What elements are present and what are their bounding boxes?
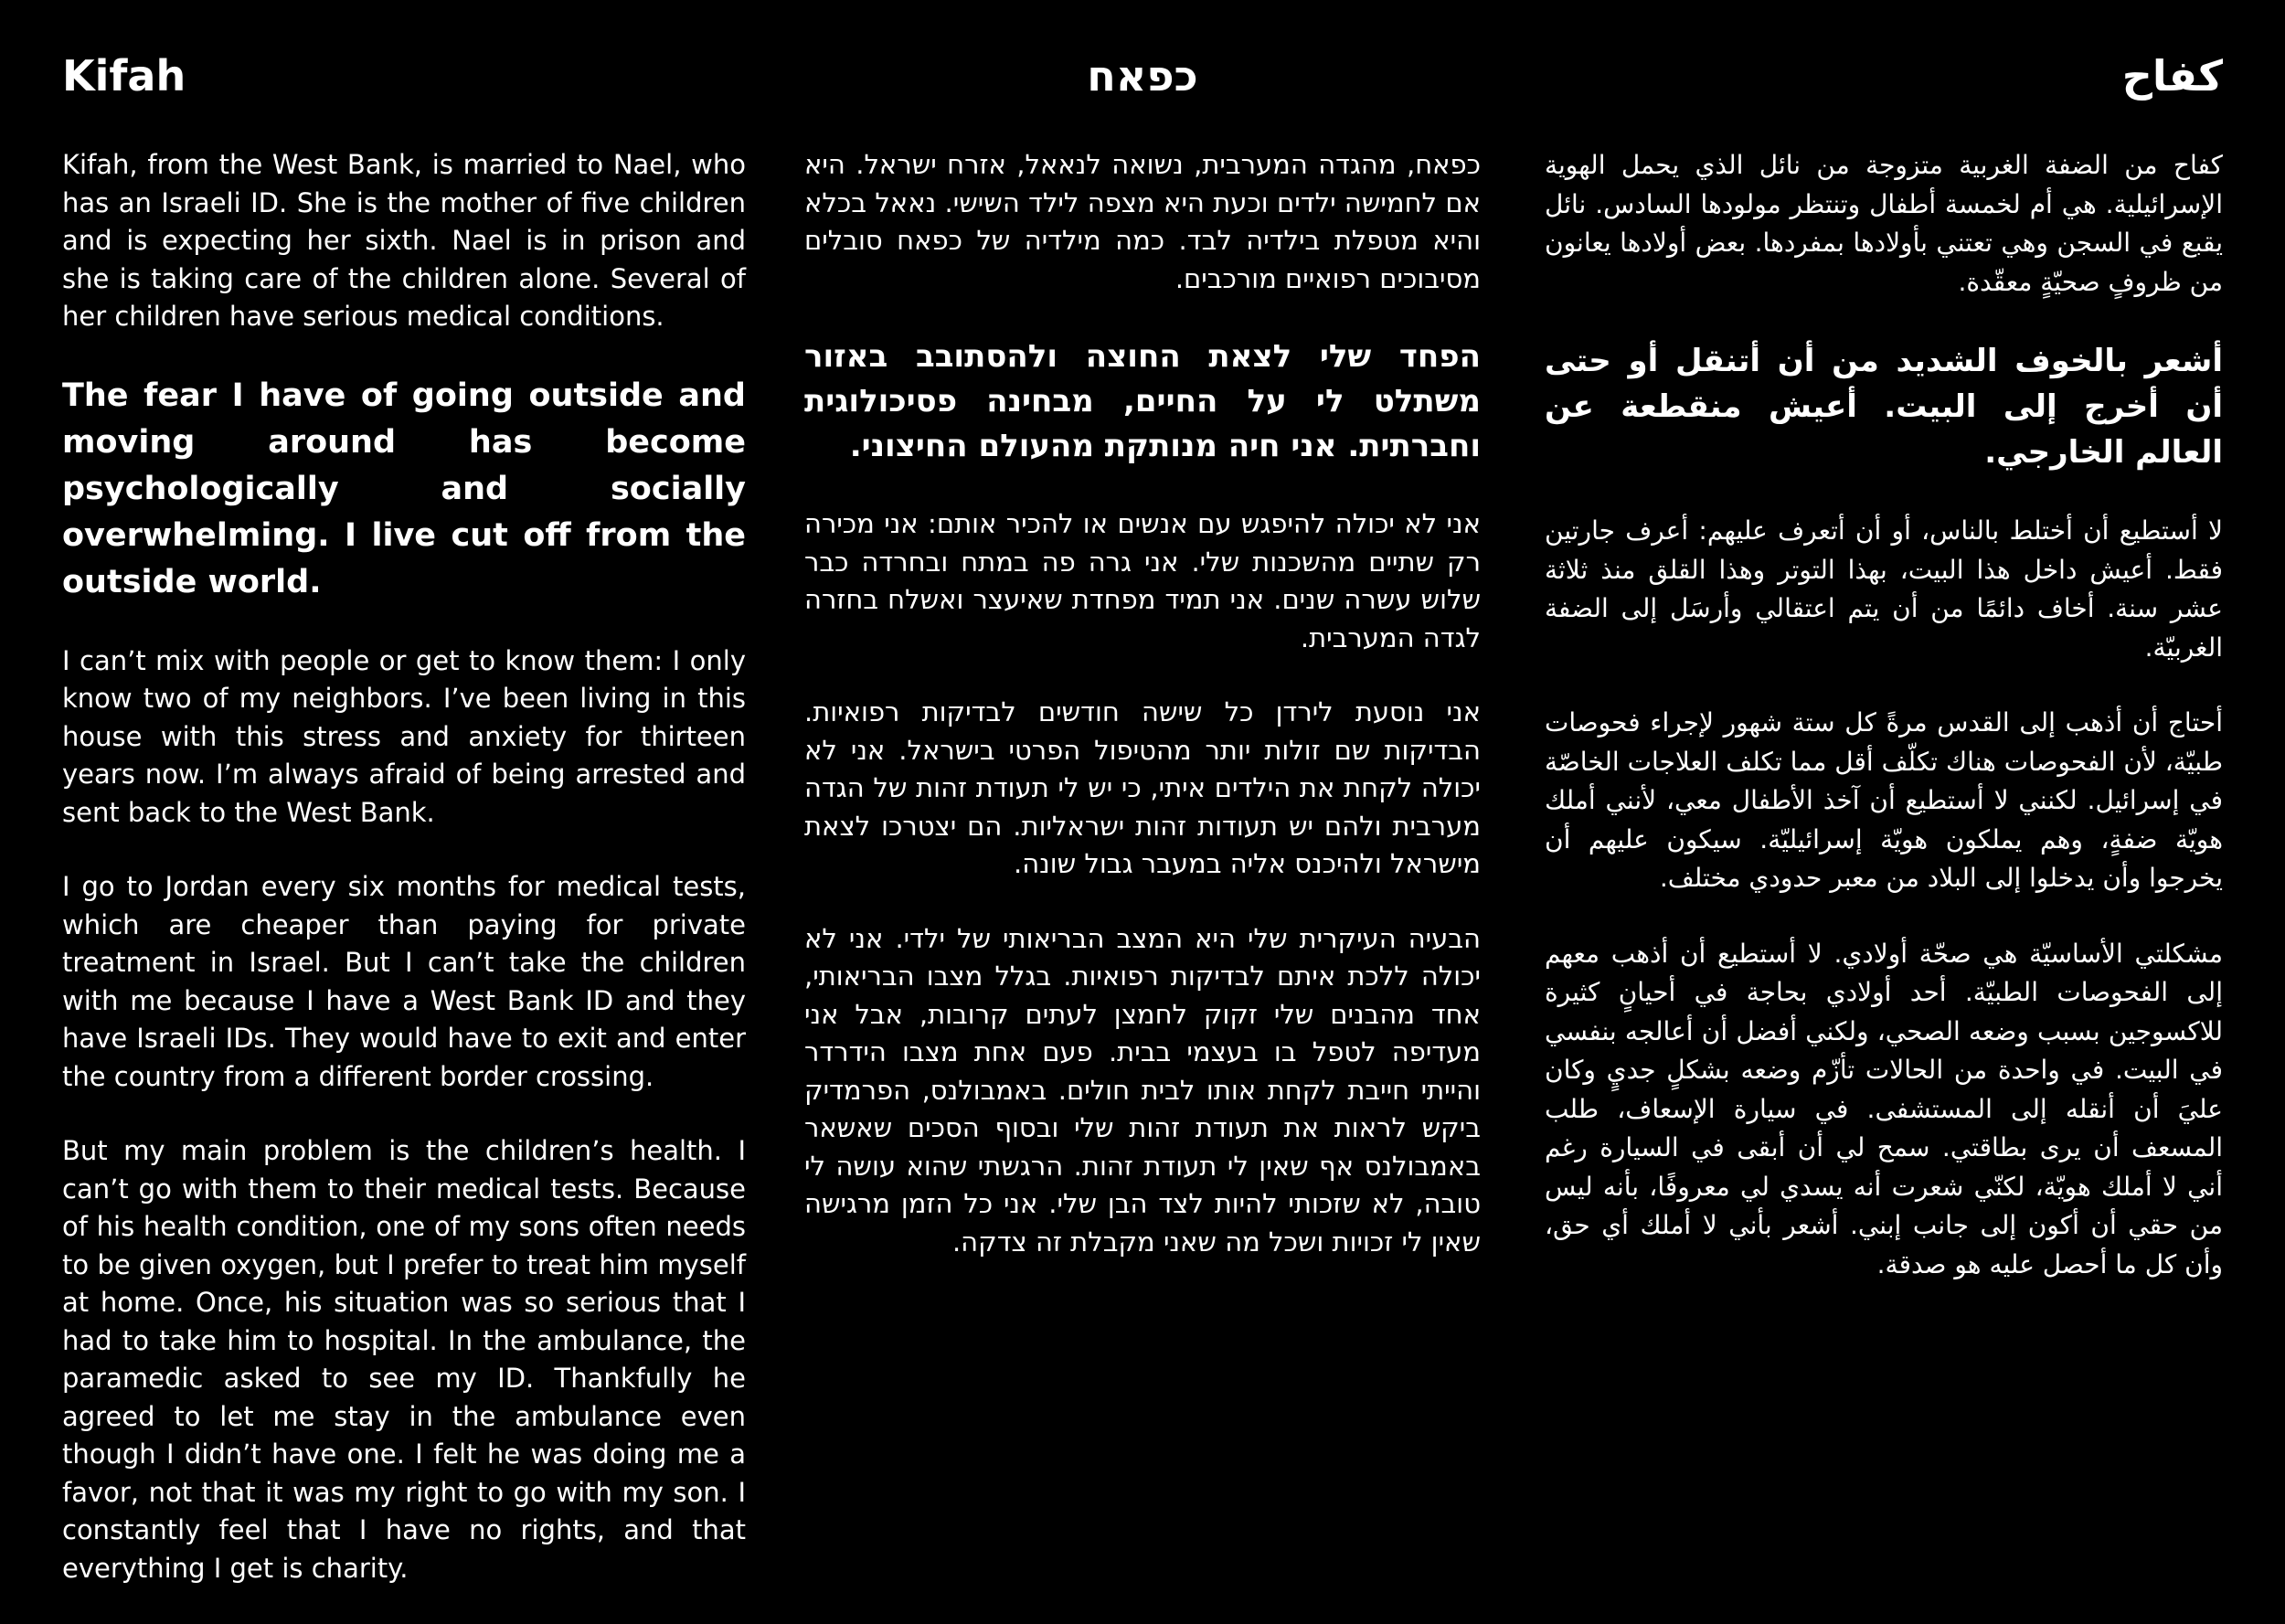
- english-paragraph: I go to Jordan every six months for medical tests, which are cheaper than paying for private treatment in Israel. But I can’t take the children with me because I have a West Bank ID and they have Israeli IDs. They would have to exit and enter the country from a different border crossing.: [62, 871, 746, 1092]
- english-column: [62, 0, 746, 1600]
- arabic-quote: أشعر بالخوف الشديد من أن أتنقل أو حتى أن أخرج إلى البيت. أعيش منقطعة عن العالم الخارجي.: [1545, 343, 2223, 471]
- english-quote: The fear I have of going outside and moving around has become psychologically and socially overwhelming. I live cut off from the outside world.: [62, 377, 746, 600]
- arabic-body: [1545, 146, 2223, 1321]
- english-paragraph: But my main problem is the children’s health. I can’t go with them to their medical tests. Because of his health condition, one of my sons often needs to be given oxygen, but I prefer to treat him myself at home. Once, his situation was so serious that I had to take him to hospital. In the ambulance, the paramedic asked to see my ID. Thankfully he agreed to let me stay in the ambulance even though I didn’t have one. I felt he was doing me a favor, not that it was my right to go with my son. I constantly feel that I have no rights, and that everything I get is charity.: [62, 1135, 746, 1584]
- hebrew-paragraph: אני לא יכולה להיפגש עם אנשים או להכיר אותם: אני מכירה רק שתיים מהשכנות שלי. אני גרה פה במתח ובחרדה כבר שלוש עשרה שנים. אני תמיד מפחדת שאיעצר ואשלח בחזרה לגדה המערבית.: [804, 508, 1481, 653]
- hebrew-paragraph: הבעיה העיקרית שלי היא המצב הבריאותי של ילדי. אני לא יכולה ללכת איתם לבדיקות רפואיות. בגלל מצבו הבריאותי, אחד מהבנים שלי זקוק לחמצן לעתים קרובות, אבל אני מעדיפה לטפל בו בעצמי בבית. פעם אחת מצבו הידרדר והייתי חייבת לקחת אותו לבית חולים. באמבולנס, הפרמדיק ביקש לראות את תעודת זהות שלי ובסוף הסכים שאשאר באמבולנס אף שאין לי תעודת זהות. הרגשתי שהוא עושה לי טובה, לא שזכותי להיות לצד הבן שלי. אני כל הזמן מרגישה שאין לי זכויות ושכל מה שאני מקבלת זה צדקה.: [804, 922, 1481, 1258]
- hebrew-title: כפאח: [1087, 51, 1198, 101]
- hebrew-quote: הפחד שלי לצאת החוצה ולהסתובב באזור משתלט לי על החיים, מבחינה פסיכולוגית וחברתית. אני חיה מנותקת מהעולם החיצוני.: [804, 338, 1481, 464]
- arabic-paragraph: أحتاج أن أذهب إلى القدس مرةً كل ستة شهور لإجراء فحوصات طبيّة، لأن الفحوصات هناك تكلّف أقل مما تكلف العلاجات الخاصّة في إسرائيل. لكنني لا أستطيع أن آخذ الأطفال معي، لأنني أملك هويّة ضفةٍ، وهم يملكون هويّة إسرائيليّة. سيكون عليهم أن يخرجوا وأن يدخلوا إلى البلاد من معبر حدودي مختلف.: [1545, 707, 2223, 893]
- hebrew-body: [804, 146, 1481, 1298]
- arabic-intro: كفاح من الضفة الغربية متزوجة من نائل الذي يحمل الهوية الإسرائيلية. هي أم لخمسة أطفال وتنتظر مولودها السادس. نائل يقبع في السجن وهي تعتني بأولادها بمفردها. بعض أولادها يعانون من ظروفٍ صحيّةٍ معقّدة.: [1545, 150, 2223, 297]
- english-title: Kifah: [62, 51, 186, 101]
- english-paragraph: I can’t mix with people or get to know them: I only know two of my neighbors. I’ve been living in this house with this stress and anxiety for thirteen years now. I’m always afraid of being arrested and sent back to the West Bank.: [62, 644, 746, 828]
- hebrew-column: [804, 0, 1481, 1600]
- english-body: [62, 146, 746, 1624]
- arabic-column: [1545, 0, 2223, 1600]
- arabic-paragraph: لا أستطيع أن أختلط بالناس، أو أن أتعرف عليهم: أعرف جارتين فقط. أعيش داخل هذا البيت، بهذا التوتر وهذا القلق منذ ثلاثة عشر سنة. أخاف دائمًا من أن يتم اعتقالي وأرسَل إلى الضفة الغربيّة.: [1545, 515, 2223, 663]
- arabic-paragraph: مشكلتي الأساسيّة هي صحّة أولادي. لا أستطيع أن أذهب معهم إلى الفحوصات الطبيّة. أحد أولادي بحاجة في أحيانٍ كثيرة للاكسوجين بسبب وضعه الصحي، ولكني أفضل أن أعالجه بنفسي في البيت. في واحدة من الحالات تأزّم وضعه بشكلٍ جديٍ وكان عليَ أن أنقله إلى المستشفى. في سيارة الإسعاف، طلب المسعف أن يرى بطاقتي. سمح لي أن أبقى في السيارة رغم أني لا أملك هويّة، لكنّي شعرت أنه يسدي لي معروفًا، بأنه ليس من حقي أن أكون إلى جانب إبني. أشعر بأني لا أملك أي حق، وأن كل ما أحصل عليه هو صدقة.: [1545, 938, 2223, 1279]
- hebrew-intro: כפאח, מהגדה המערבית, נשואה לנאאל, אזרח ישראל. היא אם לחמישה ילדים וכעת היא מצפה לילד השישי. נאאל בכלא והיא מטפלת בילדיה לבד. כמה מילדיה של כפאח סובלים מסיבוכים רפואיים מורכבים.: [804, 149, 1481, 294]
- hebrew-paragraph: אני נוסעת לירדן כל שישה חודשים לבדיקות רפואיות. הבדיקות שם זולות יותר מהטיפול הפרטי בישראל. אני לא יכולה לקחת את הילדים איתי, כי יש לי תעודת זהות של הגדה מערבית ולהם יש תעודות זהות ישראליות. הם יצטרכו לצאת מישראל ולהיכנס אליה במעבר גבול שונה.: [804, 696, 1481, 879]
- english-intro: Kifah, from the West Bank, is married to Nael, who has an Israeli ID. She is the mother of five children and is expecting her sixth. Nael is in prison and she is taking care of the children alone. Several of her children have serious medical conditions.: [62, 149, 746, 332]
- arabic-title: كفاح: [2121, 51, 2223, 101]
